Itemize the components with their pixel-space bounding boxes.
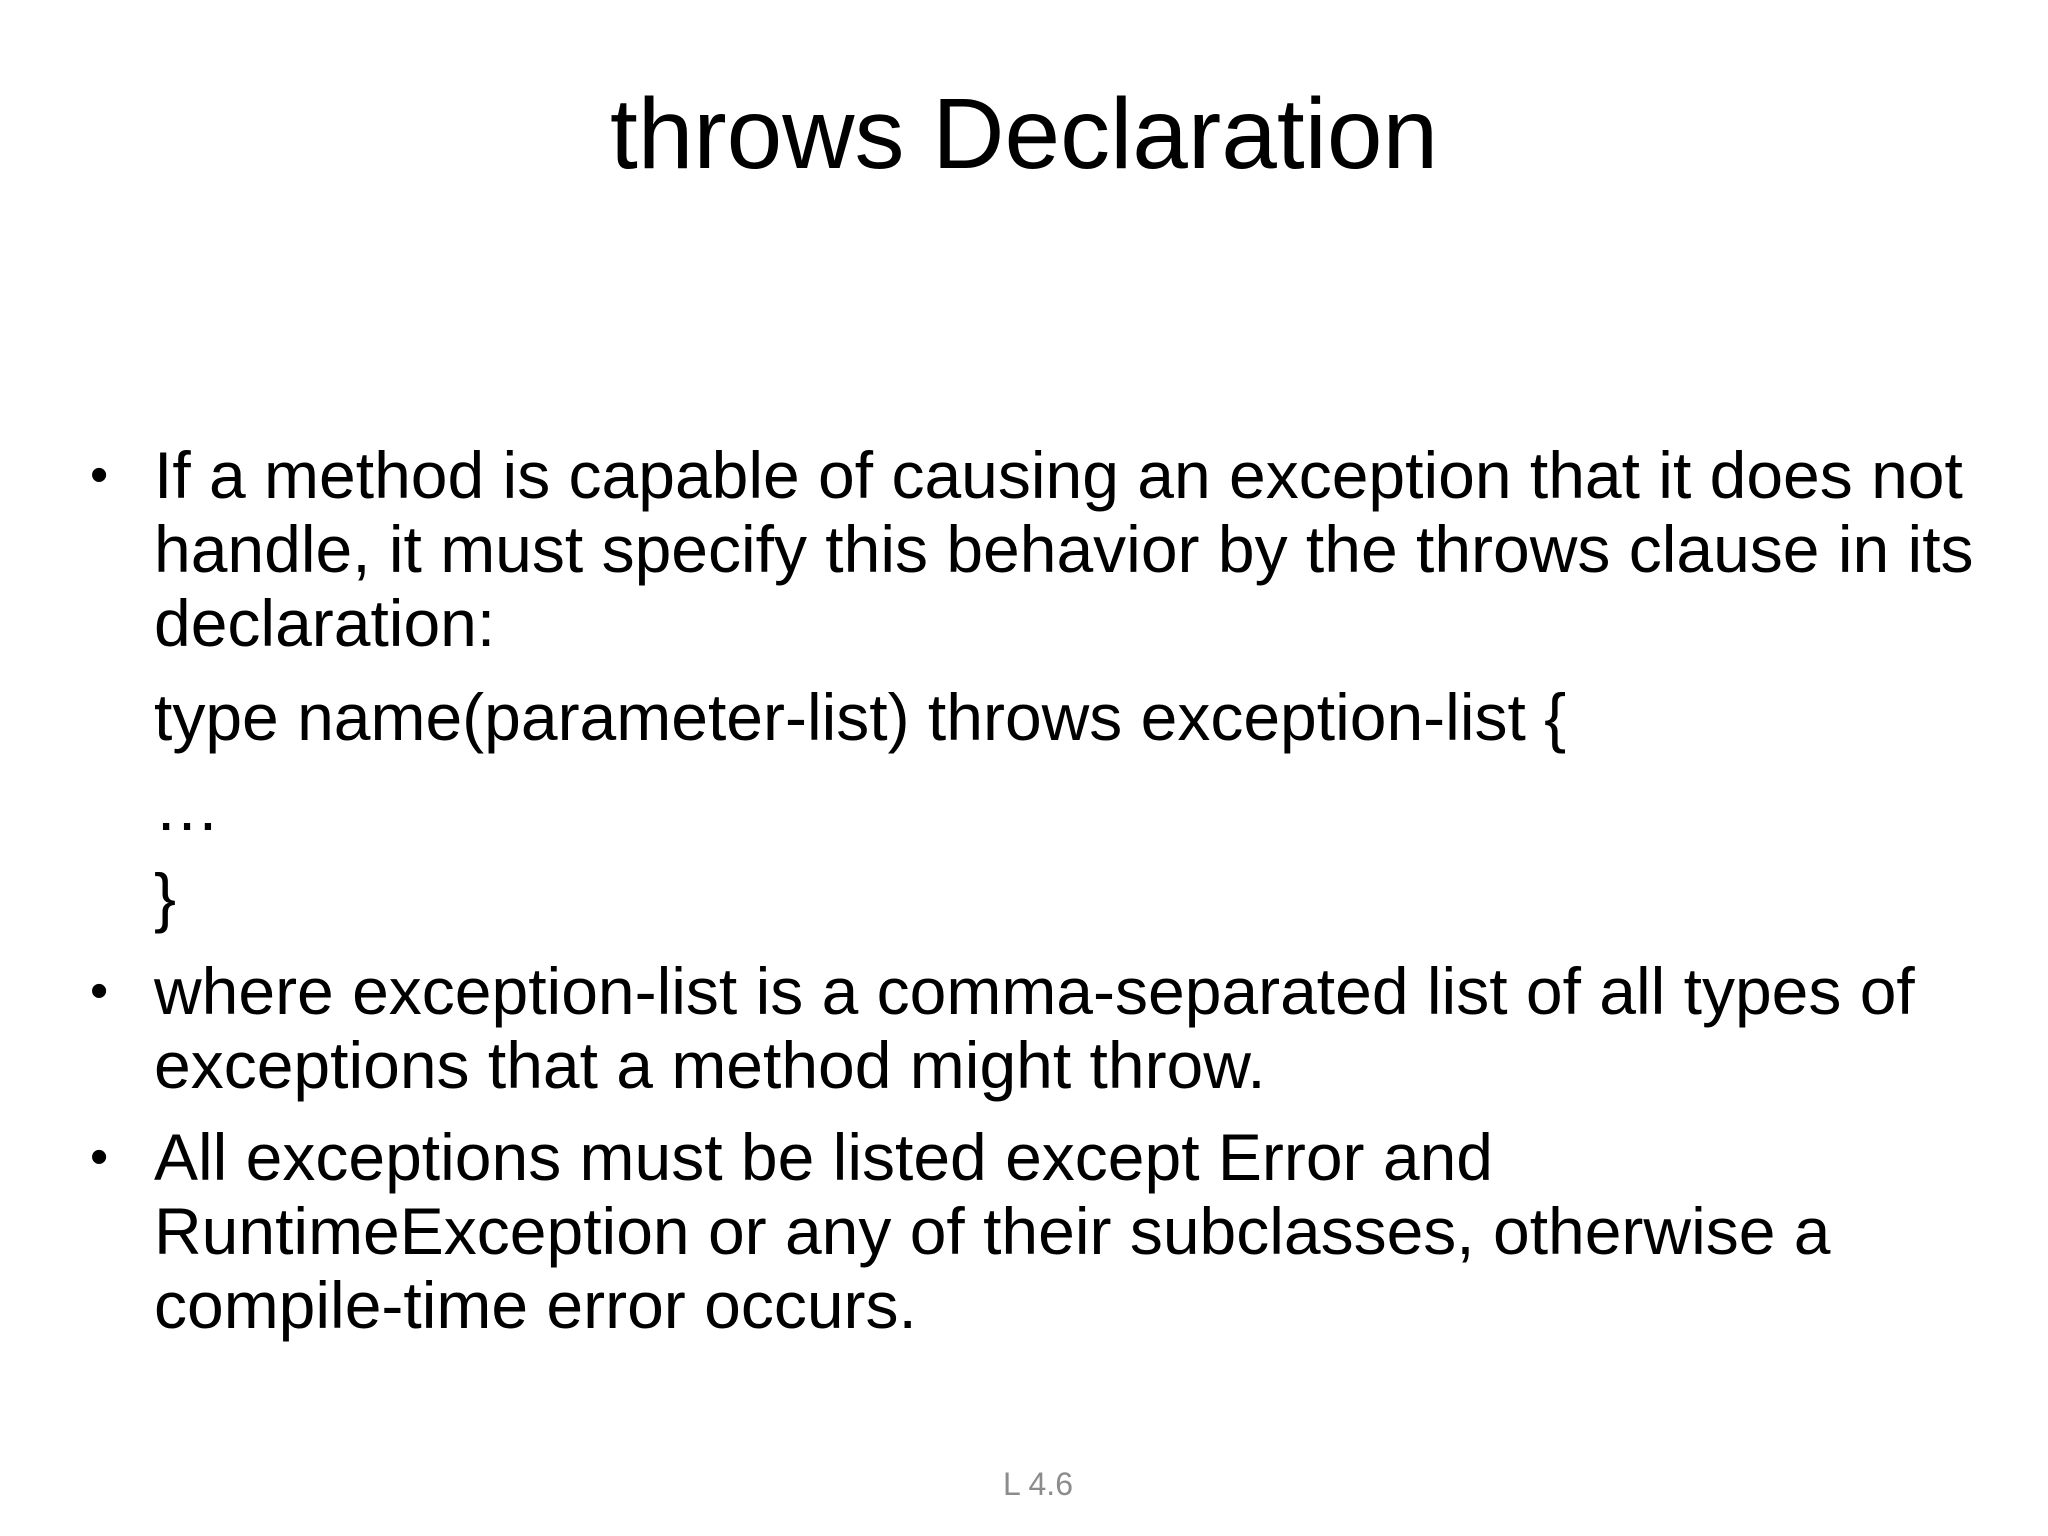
bullet-icon: • [90, 446, 109, 504]
bullet-item [80, 438, 1980, 660]
code-line: … [154, 770, 220, 844]
bullet-text: If a method is capable of causing an exception that it does not handle, it must specify this behavior by the throws clause in its declaration: [154, 438, 1974, 660]
bullet-item [80, 954, 1980, 1102]
code-line: type name(parameter-list) throws exception-list { [154, 680, 1567, 754]
code-line: } [154, 860, 177, 934]
slide-body [80, 438, 1980, 1342]
slide-number: L 4.6 [1003, 1466, 1073, 1502]
bullet-icon: • [90, 1128, 109, 1186]
slide-title: throws Declaration [609, 78, 1439, 190]
bullet-item [80, 1120, 1980, 1342]
bullet-text: All exceptions must be listed except Error and RuntimeException or any of their subclasses, otherwise a compile-time error occurs. [154, 1120, 1831, 1342]
bullet-text: where exception-list is a comma-separated list of all types of exceptions that a method might throw. [154, 954, 1915, 1102]
bullet-icon: • [90, 962, 109, 1020]
